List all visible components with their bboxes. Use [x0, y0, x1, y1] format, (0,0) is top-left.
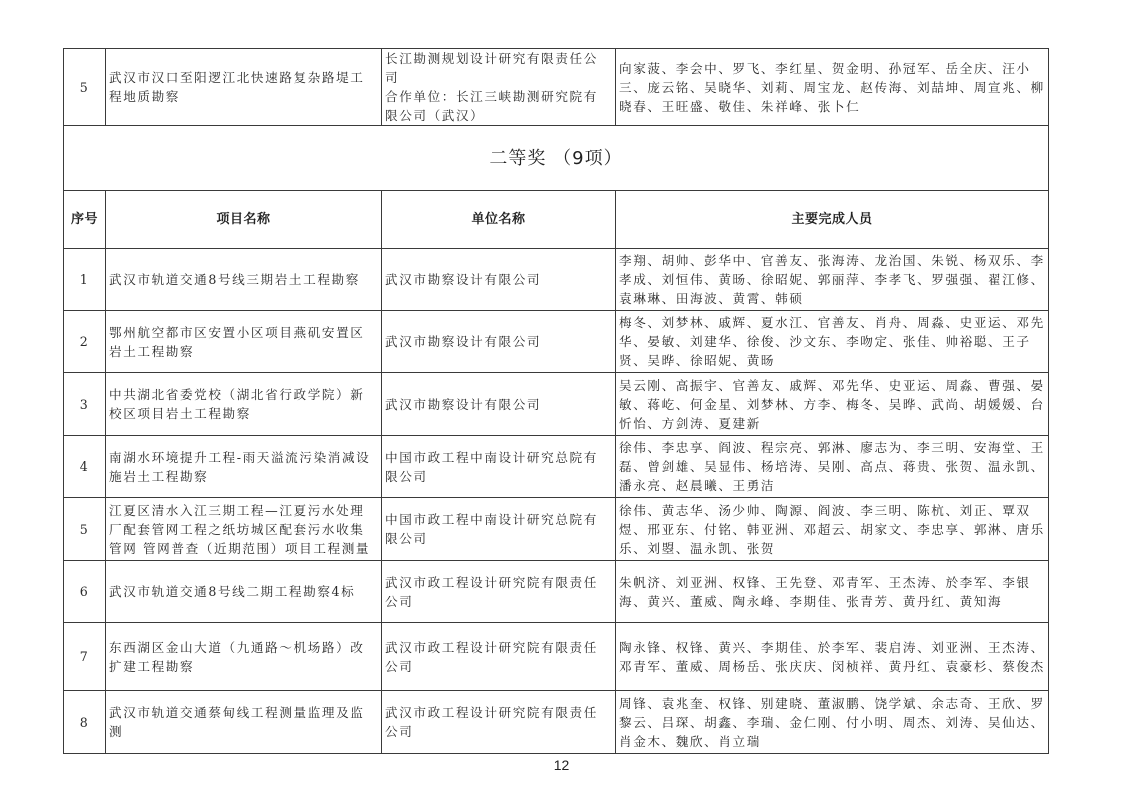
unit-name — [382, 49, 616, 126]
table-row — [64, 498, 1049, 561]
project-name: 中共湖北省委党校（湖北省行政学院）新校区项目岩土工程勘察 — [106, 373, 382, 436]
unit-name: 武汉市政工程设计研究院有限责任公司 — [382, 561, 616, 623]
table-row — [64, 436, 1049, 498]
project-name: 武汉市汉口至阳逻江北快速路复杂路堤工程地质勘察 — [106, 49, 382, 126]
unit-name: 中国市政工程中南设计研究总院有限公司 — [382, 436, 616, 498]
column-header-project: 项目名称 — [106, 191, 382, 249]
unit-name: 中国市政工程中南设计研究总院有限公司 — [382, 498, 616, 561]
section-header-row — [64, 126, 1049, 191]
awards-table — [63, 48, 1049, 754]
staff-list: 梅冬、刘梦林、戚辉、夏水江、官善友、肖舟、周淼、史亚运、邓先华、晏敏、刘建华、徐俊、沙文东、李吻定、张佳、帅裕聪、王子贤、吴晔、徐昭妮、黄旸 — [616, 311, 1049, 373]
table-row — [64, 373, 1049, 436]
unit-name: 武汉市勘察设计有限公司 — [382, 311, 616, 373]
project-name: 鄂州航空都市区安置小区项目燕矶安置区岩土工程勘察 — [106, 311, 382, 373]
unit-name: 武汉市勘察设计有限公司 — [382, 373, 616, 436]
table-row — [64, 623, 1049, 691]
staff-list: 徐伟、黄志华、汤少帅、陶源、阎波、李三明、陈杭、刘正、覃双煜、邢亚东、付铭、韩亚洲、邓超云、胡家文、李忠享、郭淋、唐乐乐、刘曌、温永凯、张贺 — [616, 498, 1049, 561]
staff-list: 朱帆济、刘亚洲、权锋、王先登、邓青军、王杰涛、於李军、李银海、黄兴、董威、陶永峰、李期佳、张青芳、黄丹红、黄知海 — [616, 561, 1049, 623]
column-header-staff: 主要完成人员 — [616, 191, 1049, 249]
project-name: 东西湖区金山大道（九通路～机场路）改扩建工程勘察 — [106, 623, 382, 691]
project-name: 武汉市轨道交通蔡甸线工程测量监理及监测 — [106, 691, 382, 754]
section-title: 二等奖 （9项） — [64, 126, 1049, 191]
row-index: 4 — [64, 436, 106, 498]
column-header-index: 序号 — [64, 191, 106, 249]
staff-list: 吴云刚、高振宇、官善友、戚辉、邓先华、史亚运、周淼、曹强、晏敏、蒋屹、何金星、刘梦林、方李、梅冬、吴晔、武尚、胡媛媛、台忻怡、方剑涛、夏建新 — [616, 373, 1049, 436]
project-name: 南湖水环境提升工程-雨天溢流污染消减设施岩土工程勘察 — [106, 436, 382, 498]
unit-name: 武汉市勘察设计有限公司 — [382, 249, 616, 311]
table-row — [64, 311, 1049, 373]
column-header-unit: 单位名称 — [382, 191, 616, 249]
staff-list: 向家菠、李会中、罗飞、李红星、贺金明、孙冠军、岳全庆、汪小三、庞云铭、吴晓华、刘莉、周宝龙、赵传海、刘喆坤、周宣兆、柳晓春、王旺盛、敬佳、朱祥峰、张卜仁 — [616, 49, 1049, 126]
project-name: 武汉市轨道交通8号线二期工程勘察4标 — [106, 561, 382, 623]
unit-main: 长江勘测规划设计研究有限责任公司 — [385, 51, 598, 85]
project-name: 江夏区清水入江三期工程—江夏污水处理厂配套管网工程之纸坊城区配套污水收集管网 管网普查（近期范围）项目工程测量 — [106, 498, 382, 561]
table-row — [64, 691, 1049, 754]
row-index: 1 — [64, 249, 106, 311]
staff-list: 李翔、胡帅、彭华中、官善友、张海涛、龙治国、朱锐、杨双乐、李孝成、刘恒伟、黄旸、徐昭妮、郭丽萍、李孝飞、罗强强、翟江修、袁琳琳、田海波、黄霄、韩硕 — [616, 249, 1049, 311]
table-row-carryover — [64, 49, 1049, 126]
table-row — [64, 561, 1049, 623]
column-header-row — [64, 191, 1049, 249]
row-index: 3 — [64, 373, 106, 436]
row-index: 7 — [64, 623, 106, 691]
project-name: 武汉市轨道交通8号线三期岩土工程勘察 — [106, 249, 382, 311]
table-row — [64, 249, 1049, 311]
unit-name: 武汉市政工程设计研究院有限责任公司 — [382, 623, 616, 691]
page-number: 12 — [553, 757, 570, 773]
row-index: 5 — [64, 498, 106, 561]
staff-list: 徐伟、李忠享、阎波、程宗亮、郭淋、廖志为、李三明、安海堂、王磊、曾剑雄、吴显伟、杨培涛、吴刚、高点、蒋贵、张贺、温永凯、潘永亮、赵晨曦、王勇洁 — [616, 436, 1049, 498]
staff-list: 陶永锋、权锋、黄兴、李期佳、於李军、裴启涛、刘亚洲、王杰涛、邓青军、董威、周杨岳、张庆庆、闵桢祥、黄丹红、袁豪杉、蔡俊杰 — [616, 623, 1049, 691]
row-index: 8 — [64, 691, 106, 754]
staff-list: 周锋、袁兆奎、权锋、别建晓、董淑鹏、饶学斌、余志奇、王欣、罗黎云、吕琛、胡鑫、李瑞、金仁刚、付小明、周杰、刘涛、吴仙达、肖金木、魏欣、肖立瑞 — [616, 691, 1049, 754]
unit-partner: 合作单位：长江三峡勘测研究院有限公司（武汉） — [385, 89, 598, 123]
unit-name: 武汉市政工程设计研究院有限责任公司 — [382, 691, 616, 754]
row-index: 5 — [64, 49, 106, 126]
row-index: 2 — [64, 311, 106, 373]
row-index: 6 — [64, 561, 106, 623]
